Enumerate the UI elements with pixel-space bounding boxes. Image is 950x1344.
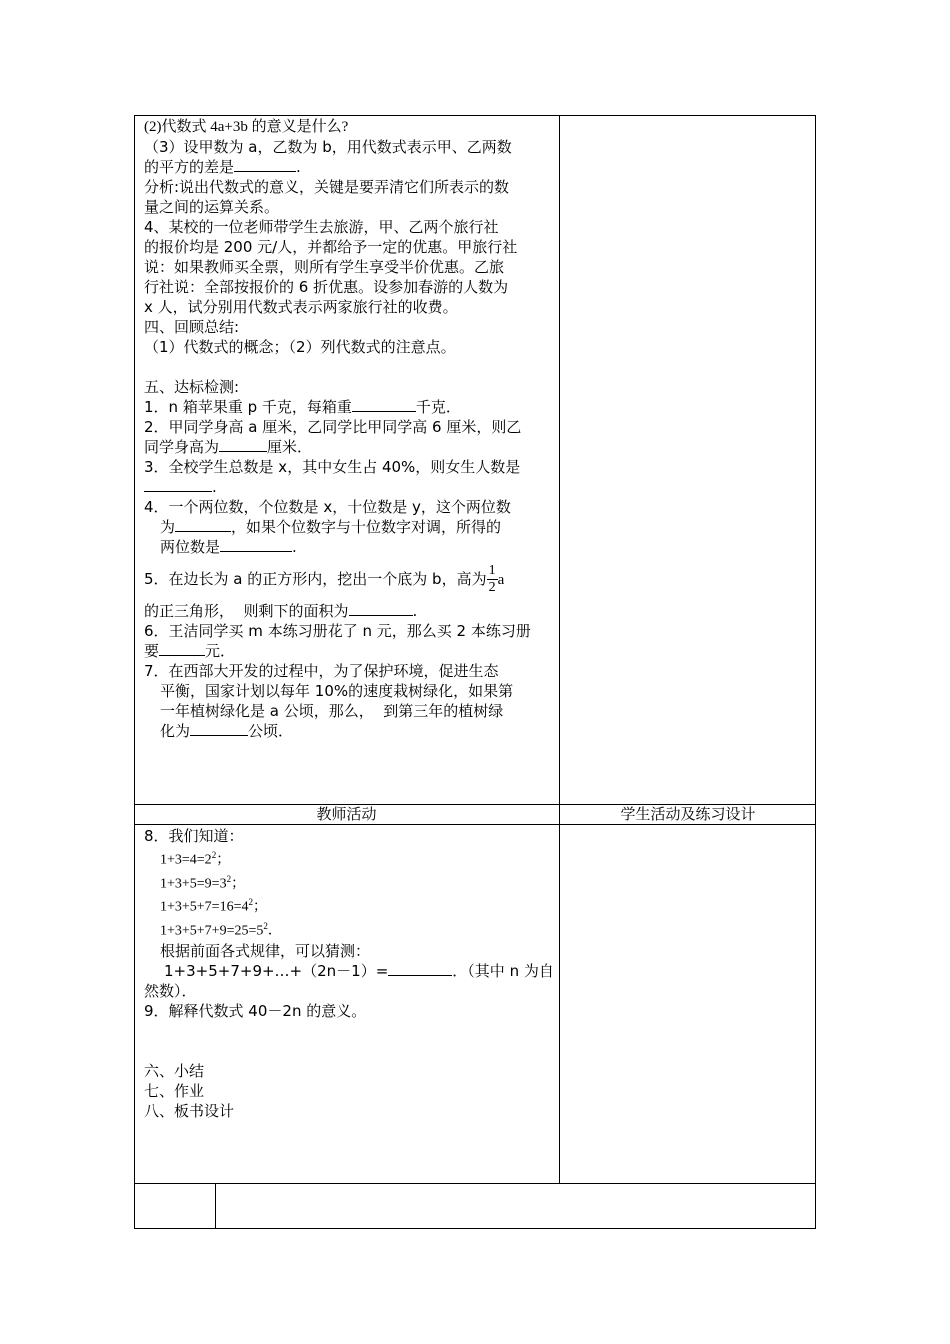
spacer-line bbox=[144, 357, 554, 377]
text-line: 9．解释代数式 40－2n 的意义。 bbox=[144, 1001, 367, 1020]
exponent: 2 bbox=[263, 920, 268, 931]
text-line: 量之间的运算关系。 bbox=[144, 198, 280, 216]
lower-teacher-cell bbox=[144, 826, 554, 1121]
text-line bbox=[144, 721, 554, 741]
math-line bbox=[144, 917, 554, 941]
text-line bbox=[144, 641, 554, 661]
header-row-bottom-border bbox=[134, 824, 816, 825]
text-span: ； bbox=[231, 876, 246, 892]
text-line: 的报价均是 200 元/人，并都给予一定的优惠。甲旅行社 bbox=[144, 238, 518, 256]
upper-teacher-cell bbox=[144, 117, 554, 741]
text-span: ； bbox=[252, 899, 267, 915]
text-line: 6．王洁同学买 m 本练习册花了 n 元，那么买 2 本练习册 bbox=[144, 622, 531, 640]
fraction-numerator: 1 bbox=[488, 563, 496, 578]
section-heading: 八、板书设计 bbox=[144, 1101, 235, 1120]
text-span: 1+3+5=9=3 bbox=[160, 876, 227, 892]
text-span: 1+3=4=2 bbox=[160, 852, 212, 868]
text-span: 1+3+5+7=16=4 bbox=[160, 899, 249, 915]
text-line: 行社说：全部按报价的 6 折优惠。设参加春游的人数为 bbox=[144, 278, 509, 296]
text-span: . bbox=[212, 478, 217, 496]
section-heading: 七、作业 bbox=[144, 1081, 205, 1100]
text-line bbox=[144, 557, 554, 601]
footer-cell-divider bbox=[215, 1183, 216, 1229]
text-line: 一年植树绿化是 a 公顷，那么， 到第三年的植树绿 bbox=[160, 702, 504, 720]
section-heading: 六、小结 bbox=[144, 1061, 205, 1080]
text-span: 的正三角形， 则剩下的面积为 bbox=[144, 602, 349, 620]
text-line: 分析:说出代数式的意义，关键是要弄清它们所表示的数 bbox=[144, 178, 510, 196]
text-span: ． bbox=[267, 923, 282, 939]
math-line bbox=[144, 893, 554, 917]
text-line bbox=[144, 961, 554, 981]
text-span: . bbox=[296, 158, 301, 176]
text-span: ； bbox=[216, 852, 231, 868]
text-line: 平衡，国家计划以每年 10%的速度栽树绿化，如果第 bbox=[160, 682, 514, 700]
text-line bbox=[144, 437, 554, 457]
text-span: 1．n 箱苹果重 p 千克，每箱重 bbox=[144, 398, 352, 416]
text-line: 7．在西部大开发的过程中，为了保护环境，促进生态 bbox=[144, 662, 499, 680]
text-span: 5．在边长为 a 的正方形内，挖出一个底为 b，高为 bbox=[144, 570, 487, 588]
text-line: (2)代数式 4a+3b 的意义是什么? bbox=[144, 119, 349, 135]
text-line bbox=[144, 397, 554, 417]
text-line: 然数）． bbox=[144, 981, 197, 1000]
spacer-line bbox=[144, 1021, 554, 1041]
answer-blank bbox=[190, 721, 248, 736]
answer-blank bbox=[175, 517, 231, 532]
text-span: 1+3+5+7+9=25=5 bbox=[160, 923, 264, 939]
text-line bbox=[144, 537, 554, 557]
exponent: 2 bbox=[226, 873, 232, 884]
text-span: 厘米． bbox=[267, 438, 313, 456]
fraction-denominator: 2 bbox=[488, 580, 496, 595]
text-line: （3）设甲数为 a，乙数为 b，用代数式表示甲、乙两数 bbox=[144, 138, 512, 156]
column-divider bbox=[559, 115, 560, 1184]
fraction-one-half bbox=[487, 563, 498, 596]
math-line bbox=[144, 846, 554, 870]
teacher-activity-header: 教师活动 bbox=[316, 805, 377, 823]
text-line: 说：如果教师买全票，则所有学生享受半价优惠。乙旅 bbox=[144, 258, 505, 276]
text-line bbox=[144, 517, 554, 537]
text-span: 同学身高为 bbox=[144, 438, 220, 456]
text-line: 4．一个两位数，个位数是 x，十位数是 y，这个两位数 bbox=[144, 498, 511, 516]
text-line: 4、某校的一位老师带学生去旅游，甲、乙两个旅行社 bbox=[144, 218, 499, 236]
text-span: 要 bbox=[144, 642, 160, 660]
section-heading: 五、达标检测: bbox=[144, 378, 240, 396]
text-span: 千克． bbox=[415, 398, 461, 416]
text-span: ，如果个位数字与十位数字对调，所得的 bbox=[231, 518, 502, 536]
answer-blank bbox=[349, 601, 413, 616]
text-line bbox=[144, 601, 554, 621]
spacer-line bbox=[144, 1041, 554, 1061]
exponent: 2 bbox=[211, 850, 217, 860]
text-line: 3．全校学生总数是 x，其中女生占 40%，则女生人数是 bbox=[144, 458, 521, 476]
text-span: a bbox=[497, 572, 505, 588]
text-line: x 人，试分别用代数式表示两家旅行社的收费。 bbox=[144, 298, 458, 316]
text-span: . bbox=[412, 602, 418, 620]
section-heading: 四、回顾总结: bbox=[144, 318, 240, 336]
exponent: 2 bbox=[248, 897, 253, 908]
text-line: 8．我们知道： bbox=[144, 827, 244, 845]
answer-blank bbox=[220, 537, 292, 552]
text-span: 两位数是 bbox=[160, 538, 221, 556]
text-span: 元． bbox=[205, 642, 236, 660]
answer-blank bbox=[234, 157, 296, 172]
student-activity-header: 学生活动及练习设计 bbox=[620, 805, 756, 823]
math-line bbox=[144, 870, 554, 894]
text-line: 2．甲同学身高 a 厘米，乙同学比甲同学高 6 厘米，则乙 bbox=[144, 418, 522, 436]
answer-blank bbox=[159, 641, 205, 656]
text-line: （1）代数式的概念；（2）列代数式的注意点。 bbox=[144, 338, 456, 356]
text-span: 的平方的差是 bbox=[144, 158, 235, 176]
text-span: ．（其中 n 为自 bbox=[452, 961, 554, 980]
text-span: 为 bbox=[160, 518, 176, 536]
text-line: 根据前面各式规律，可以猜测： bbox=[160, 941, 371, 960]
answer-blank bbox=[388, 961, 452, 976]
text-line bbox=[144, 157, 554, 177]
answer-blank bbox=[144, 477, 212, 492]
answer-blank bbox=[352, 397, 416, 412]
text-span: 公顷． bbox=[248, 722, 294, 740]
text-span: 1+3+5+7+9+…+（2n－1）= bbox=[164, 961, 389, 980]
text-line bbox=[144, 477, 554, 497]
answer-blank bbox=[219, 437, 267, 452]
footer-row-border bbox=[134, 1183, 816, 1184]
text-span: . bbox=[292, 538, 297, 556]
text-span: 化为 bbox=[160, 722, 191, 740]
